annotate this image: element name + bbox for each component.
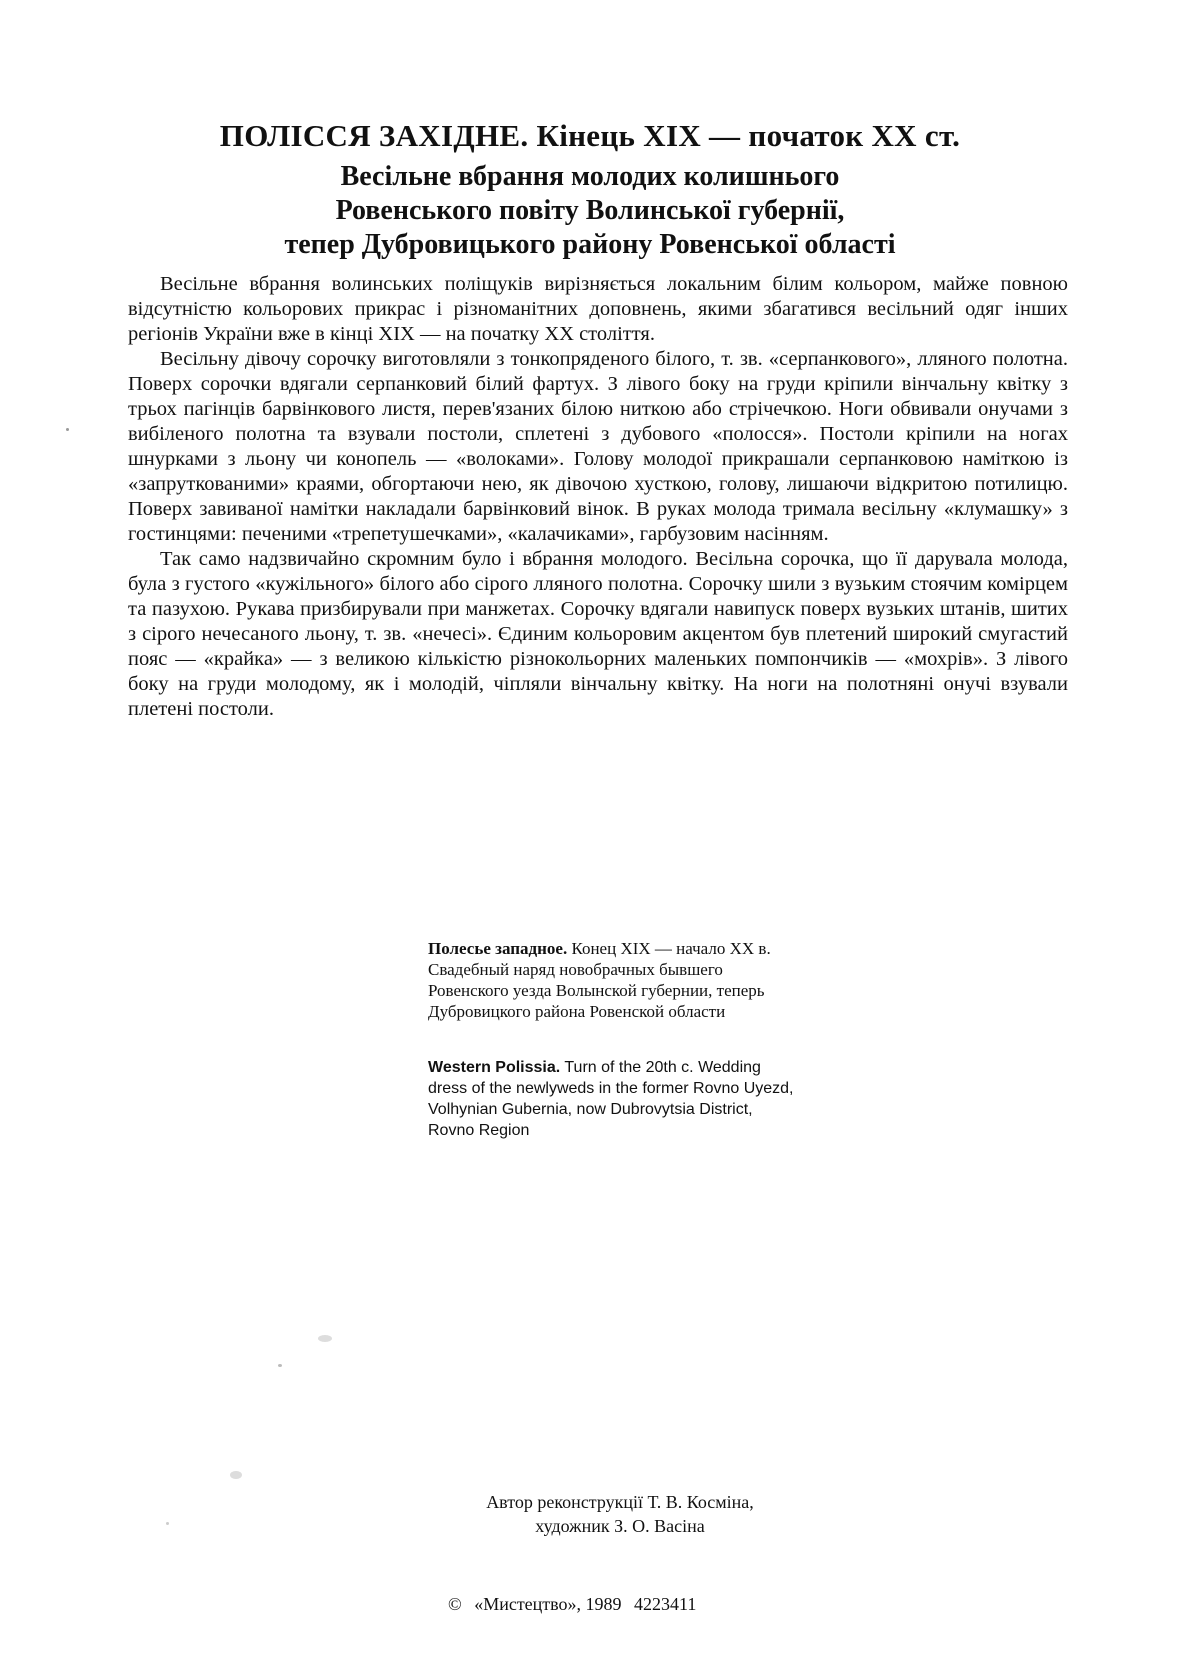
caption-english-text: Turn of the 20th c. Wedding dress of the newlyweds in the former Rovno Uyezd, Volhynian Gubernia, now Dubrovytsia District, Rovno Region bbox=[428, 1059, 794, 1139]
caption-russian-bold: Полесье западное. bbox=[428, 939, 568, 958]
caption-russian-text: Конец XIX — начало XX в. Свадебный наряд новобрачных бывшего Ровенского уезда Волынской губернии, теперь Дубровицкого района Ровенской области bbox=[428, 939, 771, 1021]
paragraph: Весільну дівочу сорочку виготовляли з тонкопряденого білого, т. зв. «серпанкового», лляного полотна. Поверх сорочки вдягали серпанковий білий фартух. З лівого боку на груди кріпили вінчальну квітку з трьох пагінців барвінкового листя, перев'язаних білою ниткою або стрічечкою. Ноги обвивали онучами з вибіленого полотна та взували постоли, сплетені з дубового «полосся». Постоли кріпили на ногах шнурками з льону чи конопель — «волоками». Голову молодої прикрашали серпанковою наміткою із «запруткованими» краями, обгортаючи нею, як дівочою хусткою, голову, лишаючи відкритою потилицю. Поверх завиваної намітки накладали барвінковий вінок. В руках молода тримала весільну «клумашку» з гостинцями: печеними «трепетушечками», «калачиками», гарбузовим насінням. bbox=[128, 348, 1068, 545]
scan-speck bbox=[278, 1364, 282, 1367]
body-text bbox=[128, 272, 1068, 722]
scan-speck bbox=[166, 1522, 169, 1525]
copyright-line bbox=[448, 1594, 704, 1615]
caption-russian bbox=[428, 938, 798, 1022]
publisher: «Мистецтво», 1989 bbox=[474, 1594, 622, 1614]
caption-english-bold: Western Polissia. bbox=[428, 1059, 561, 1076]
credit-line: Автор реконструкції Т. В. Косміна, bbox=[486, 1492, 754, 1512]
heading-block bbox=[140, 118, 1040, 262]
paragraph: Весільне вбрання волинських поліщуків вирізняється локальним білим кольором, майже повною відсутністю кольорових прикрас і різноманітних доповнень, якими збагатився весільний одяг інших регіонів України вже в кінці XIX — на початку XX століття. bbox=[128, 273, 1068, 345]
subtitle-line: Весільне вбрання молодих колишнього bbox=[340, 161, 840, 192]
scan-speck bbox=[318, 1335, 332, 1342]
subtitle-line: тепер Дубровицького району Ровенської області bbox=[284, 229, 896, 260]
scan-speck bbox=[230, 1471, 242, 1479]
subtitle bbox=[140, 160, 1040, 262]
page-title: ПОЛІССЯ ЗАХІДНЕ. Кінець XIX — початок XX ст. bbox=[219, 118, 961, 153]
credit-line: художник З. О. Васіна bbox=[535, 1516, 705, 1536]
credits bbox=[420, 1490, 820, 1538]
paragraph: Так само надзвичайно скромним було і вбрання молодого. Весільна сорочка, що її дарувала молода, була з густого «кужільного» білого або сірого лляного полотна. Сорочку шили з вузьким стоячим комірцем та пазухою. Рукава призбирували при манжетах. Сорочку вдягали навипуск поверх вузьких штанів, шитих з сірого нечесаного льону, т. зв. «нечесі». Єдиним кольоровим акцентом був плетений широкий смугастий пояс — «крайка» — з великою кількістю різнокольорних маленьких помпончиків — «мохрів». З лівого боку на груди молодому, як і молодій, чіпляли вінчальну квітку. На ноги на полотняні онучі взували плетені постоли. bbox=[128, 548, 1068, 720]
subtitle-line: Ровенського повіту Волинської губернії, bbox=[335, 195, 845, 226]
publication-code: 4223411 bbox=[634, 1594, 697, 1614]
scan-speck bbox=[66, 428, 69, 431]
caption-english bbox=[428, 1057, 798, 1141]
copyright-symbol: © bbox=[448, 1594, 462, 1614]
